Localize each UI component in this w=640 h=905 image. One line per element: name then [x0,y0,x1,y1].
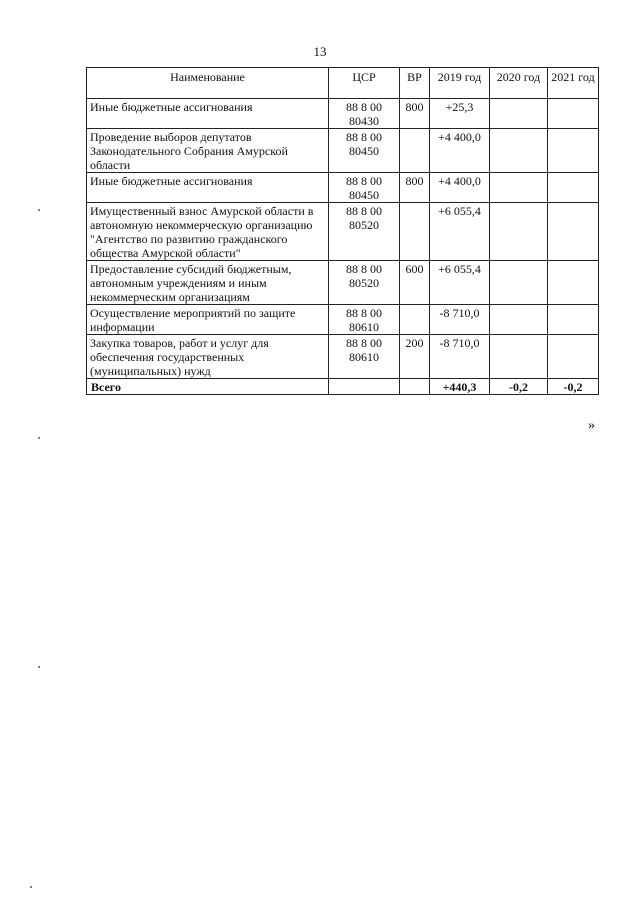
cell-kind: 800 [400,173,430,203]
cell-2020 [490,305,548,335]
cell-kind [400,305,430,335]
cell-code: 88 8 00 80450 [329,129,400,173]
cell-2020 [490,99,548,129]
cell-code: 88 8 00 80450 [329,173,400,203]
cell-kind [400,203,430,261]
header-name: Наименование [87,68,329,99]
header-kind: ВР [400,68,430,99]
cell-code: 88 8 00 80610 [329,335,400,379]
cell-name: Имущественный взнос Амурской области в автономную некоммерческую организацию "Агентство по развитию гражданского общества Амурской области" [87,203,329,261]
cell-2021 [548,305,599,335]
closing-quote: » [588,418,595,433]
cell-kind: 600 [400,261,430,305]
total-kind [400,379,430,395]
cell-2020 [490,173,548,203]
cell-name: Предоставление субсидий бюджетным, автономным учреждениям и иным некоммерческим организациям [87,261,329,305]
cell-2020 [490,129,548,173]
cell-kind [400,129,430,173]
scan-speck [38,209,40,211]
header-2021: 2021 год [548,68,599,99]
cell-name: Иные бюджетные ассигнования [87,99,329,129]
total-2019: +440,3 [430,379,490,395]
cell-2020 [490,335,548,379]
table-row [87,173,599,203]
total-2020: -0,2 [490,379,548,395]
header-2020: 2020 год [490,68,548,99]
cell-2019: +4 400,0 [430,173,490,203]
cell-name: Закупка товаров, работ и услуг для обеспечения государственных (муниципальных) нужд [87,335,329,379]
cell-code: 88 8 00 80610 [329,305,400,335]
page-number: 13 [313,44,327,59]
header-2019: 2019 год [430,68,490,99]
cell-name: Иные бюджетные ассигнования [87,173,329,203]
cell-name: Проведение выборов депутатов Законодательного Собрания Амурской области [87,129,329,173]
cell-2019: -8 710,0 [430,305,490,335]
total-2021: -0,2 [548,379,599,395]
cell-2021 [548,335,599,379]
scan-speck [30,886,32,888]
cell-code: 88 8 00 80520 [329,203,400,261]
table-row [87,261,599,305]
cell-2021 [548,173,599,203]
table-row [87,335,599,379]
total-code [329,379,400,395]
cell-2019: +6 055,4 [430,261,490,305]
budget-table [86,67,599,395]
cell-2021 [548,129,599,173]
scan-speck [38,437,40,439]
cell-2019: -8 710,0 [430,335,490,379]
table-row [87,203,599,261]
scan-speck [38,666,40,668]
table-row [87,305,599,335]
cell-2019: +6 055,4 [430,203,490,261]
cell-2021 [548,99,599,129]
table-total-row [87,379,599,395]
cell-2021 [548,261,599,305]
table-row [87,129,599,173]
cell-name: Осуществление мероприятий по защите информации [87,305,329,335]
total-label: Всего [87,379,329,395]
table-body [87,99,599,395]
cell-2019: +25,3 [430,99,490,129]
cell-code: 88 8 00 80430 [329,99,400,129]
cell-2020 [490,203,548,261]
cell-2020 [490,261,548,305]
cell-code: 88 8 00 80520 [329,261,400,305]
cell-2021 [548,203,599,261]
table-row [87,99,599,129]
cell-kind: 800 [400,99,430,129]
table-header-row [87,68,599,99]
cell-kind: 200 [400,335,430,379]
cell-2019: +4 400,0 [430,129,490,173]
header-code: ЦСР [329,68,400,99]
